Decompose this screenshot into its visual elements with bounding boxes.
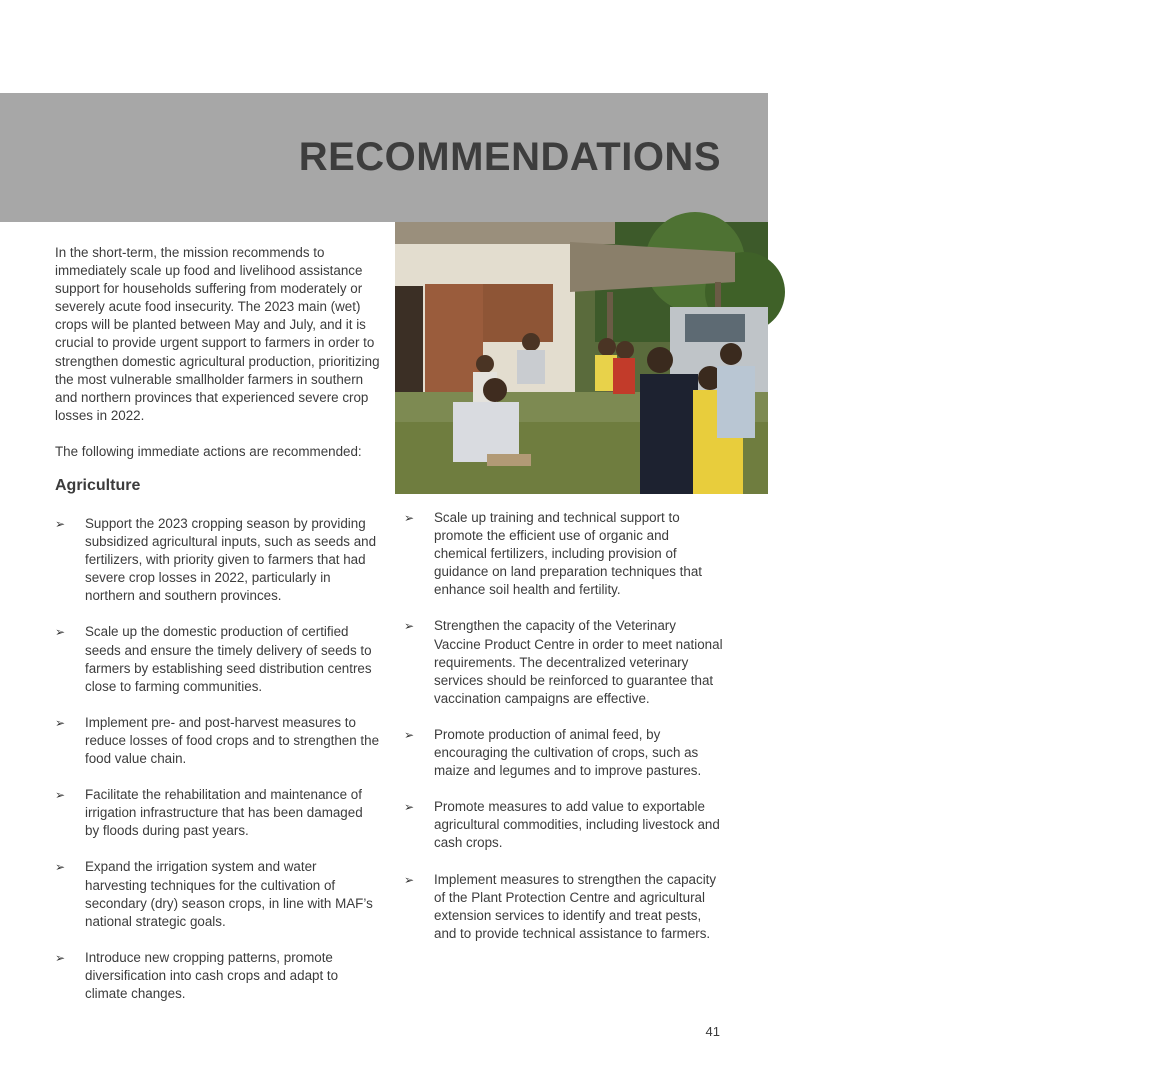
recommendation-item [404, 871, 724, 943]
bullet-arrow-icon: ➢ [55, 517, 66, 531]
recommendation-text: Scale up the domestic production of certified seeds and ensure the timely delivery of seeds to farmers by establishing seed distribution centres close to farming communities. [85, 624, 372, 694]
actions-intro: The following immediate actions are recommended: [55, 444, 362, 459]
bullet-arrow-icon: ➢ [55, 625, 66, 640]
recommendation-text: Promote measures to add value to exportable agricultural commodities, including livestock and cash crops. [434, 799, 720, 851]
recommendation-item [55, 714, 380, 768]
bullet-arrow-icon: ➢ [404, 619, 415, 634]
recommendation-text: Scale up training and technical support to promote the efficient use of organic and chemical fertilizers, including provision of guidance on land preparation techniques that enhance soil health and fertility. [434, 510, 703, 598]
recommendation-text: Strengthen the capacity of the Veterinary Vaccine Product Centre in order to meet national requirements. The decentralized veterinary services should be reinforced to guarantee that vaccination campaigns are effective. [434, 618, 723, 706]
agriculture-list-left [55, 515, 380, 1021]
photo-illustration [395, 222, 768, 494]
recommendation-text: Implement measures to strengthen the capacity of the Plant Protection Centre and agricultural extension services to identify and treat pests, and to provide technical assistance to farmers. [434, 871, 717, 941]
recommendation-text: Implement pre- and post-harvest measures to reduce losses of food crops and to strengthen the food value chain. [85, 714, 380, 767]
recommendation-text: Support the 2023 cropping season by providing subsidized agricultural inputs, such as seeds and fertilizers, with priority given to farmers that had severe crop losses in 2022, particularly in northern and southern provinces. [85, 516, 377, 604]
recommendation-text: Expand the irrigation system and water harvesting techniques for the cultivation of secondary (dry) season crops, in line with MAF’s national strategic goals. [85, 859, 373, 929]
recommendation-text: Introduce new cropping patterns, promote diversification into cash crops and adapt to climate changes. [85, 949, 339, 1001]
recommendation-item [55, 786, 380, 840]
recommendation-item [404, 726, 724, 780]
bullet-arrow-icon: ➢ [404, 727, 415, 742]
recommendation-item [404, 617, 724, 707]
recommendation-text: Facilitate the rehabilitation and maintenance of irrigation infrastructure that has been damaged by floods during past years. [85, 787, 363, 839]
bullet-arrow-icon: ➢ [404, 872, 415, 887]
bullet-arrow-icon: ➢ [404, 511, 415, 525]
section-heading-agriculture: Agriculture [55, 477, 141, 494]
recommendation-item [55, 949, 380, 1003]
recommendation-item [404, 509, 724, 599]
header-banner [0, 93, 768, 222]
page-title: RECOMMENDATIONS [298, 135, 721, 179]
photo-credit: © FAO/C. Osdid [1144, 649, 1153, 710]
recommendation-item [55, 623, 380, 695]
bullet-arrow-icon: ➢ [55, 788, 66, 803]
recommendation-item [55, 858, 380, 930]
agriculture-list-right [404, 509, 724, 961]
bullet-arrow-icon: ➢ [55, 950, 66, 965]
bullet-arrow-icon: ➢ [404, 800, 415, 815]
intro-paragraph: In the short-term, the mission recommends to immediately scale up food and livelihood assistance support for households suffering from moderately or severely acute food insecurity. The 2023 main (wet) crops will be planted between May and July, and it is crucial to provide urgent support to farmers in order to strengthen domestic agricultural production, prioritizing the most vulnerable smallholder farmers in southern and northern provinces that experienced severe crop losses in 2022. [55, 245, 380, 423]
bullet-arrow-icon: ➢ [55, 715, 66, 730]
recommendation-item [404, 798, 724, 852]
recommendation-item [55, 515, 380, 605]
recommendation-text: Promote production of animal feed, by encouraging the cultivation of crops, such as maize and legumes and to improve pastures. [434, 726, 702, 779]
bullet-arrow-icon: ➢ [55, 860, 66, 875]
page-number: 41 [705, 1024, 720, 1039]
